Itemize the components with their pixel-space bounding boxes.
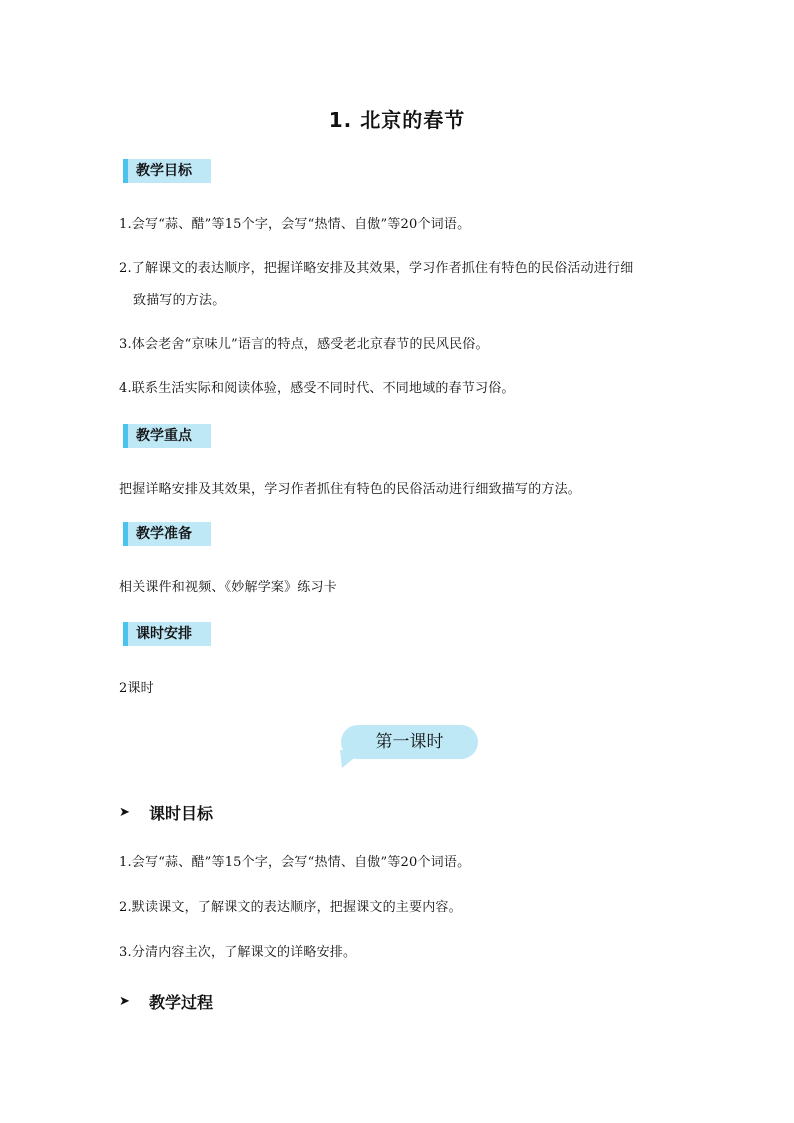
arrow-right-icon: ➤ (119, 993, 130, 1009)
arrow-right-icon: ➤ (119, 804, 130, 820)
lesson-goals-heading (119, 801, 213, 824)
teaching-process-heading-text: 教学过程 (149, 993, 214, 1012)
section-label-schedule: 课时安排 (123, 622, 211, 646)
objective-item-2: 2.了解课文的表达顺序，把握详略安排及其效果，学习作者抓住有特色的民俗活动进行细 (119, 261, 634, 276)
keypoints-text: 把握详略安排及其效果，学习作者抓住有特色的民俗活动进行细致描写的方法。 (119, 482, 582, 497)
section-label-keypoints: 教学重点 (123, 424, 211, 448)
lesson-one-bubble: 第一课时 (341, 725, 478, 759)
objective-item-3: 3.体会老舍“京味儿”语言的特点，感受老北京春节的民风民俗。 (119, 337, 489, 352)
lesson-goal-item-1: 1.会写“蒜、醋”等15个字，会写“热情、自傲”等20个词语。 (119, 855, 471, 870)
teaching-process-heading (119, 990, 213, 1013)
lesson-goals-heading-text: 课时目标 (149, 804, 214, 823)
lesson-goal-item-3: 3.分清内容主次，了解课文的详略安排。 (119, 945, 357, 960)
objective-item-1: 1.会写“蒜、醋”等15个字，会写“热情、自傲”等20个词语。 (119, 217, 471, 232)
page-title: 1. 北京的春节 (328, 108, 466, 132)
section-label-objectives: 教学目标 (123, 159, 211, 183)
lesson-goal-item-2: 2.默读课文，了解课文的表达顺序，把握课文的主要内容。 (119, 900, 462, 915)
objective-item-2-continued: 致描写的方法。 (133, 293, 226, 308)
preparation-text: 相关课件和视频、《妙解学案》练习卡 (119, 580, 337, 595)
objective-item-4: 4.联系生活实际和阅读体验，感受不同时代、不同地域的春节习俗。 (119, 381, 515, 396)
schedule-text: 2课时 (119, 681, 154, 696)
section-label-preparation: 教学准备 (123, 522, 211, 546)
